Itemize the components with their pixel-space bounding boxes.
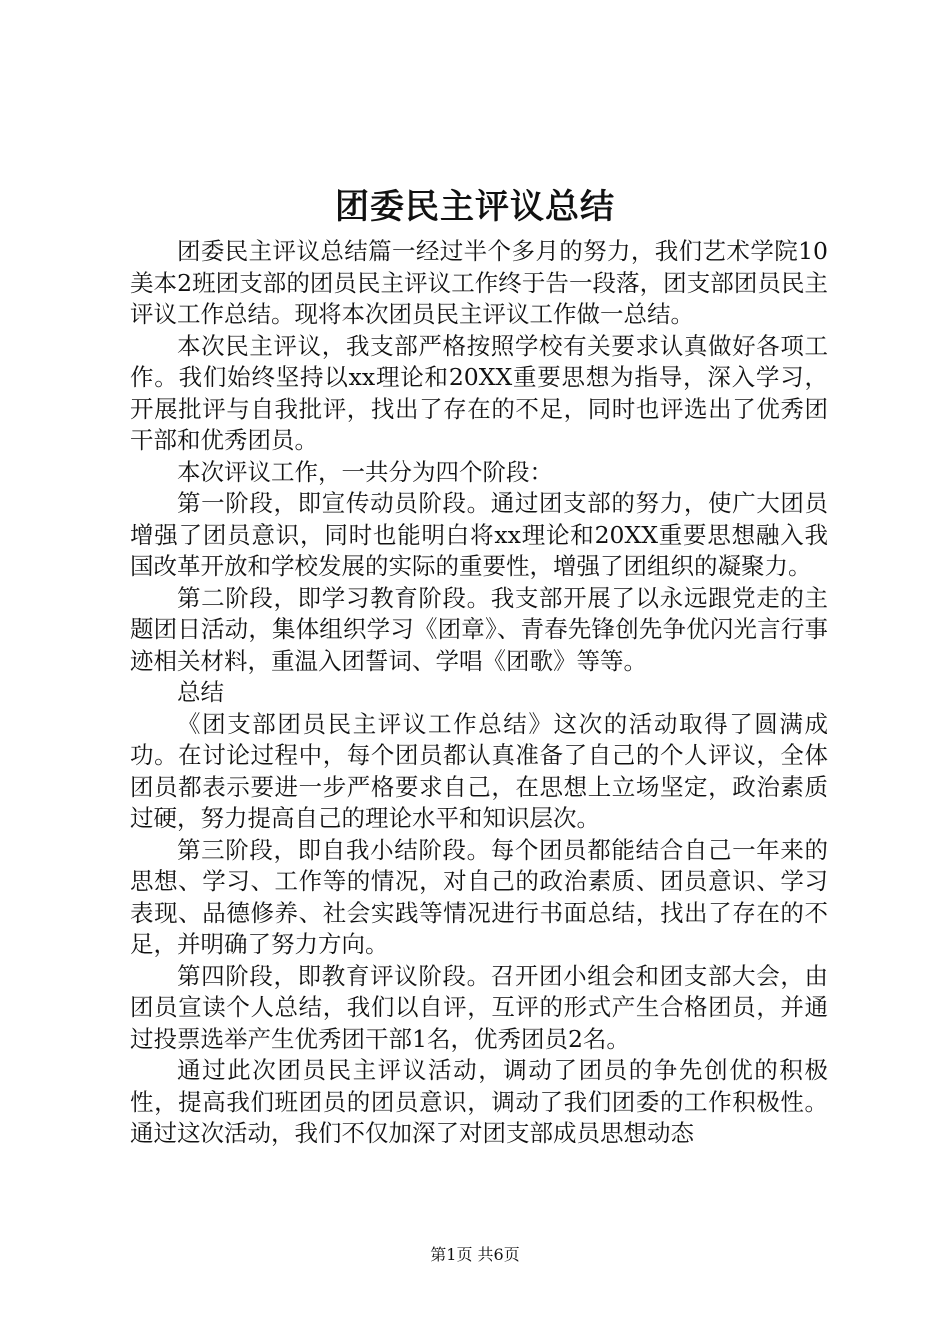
paragraph: 通过此次团员民主评议活动，调动了团员的争先创优的积极性，提高我们班团员的团员意识，调动了我们团委的工作积极性。通过这次活动，我们不仅加深了对团支部成员思想动态 <box>130 1056 828 1147</box>
document-title: 团委民主评议总结 <box>335 187 615 227</box>
page-footer: 第1页 共6页 <box>430 1245 520 1264</box>
paragraph: 团委民主评议总结篇一经过半个多月的努力，我们艺术学院10美本2班团支部的团员民主评议工作终于告一段落，团支部团员民主评议工作总结。现将本次团员民主评议工作做一总结。 <box>130 237 828 328</box>
document-body <box>130 236 828 1150</box>
paragraph: 《团支部团员民主评议工作总结》这次的活动取得了圆满成功。在讨论过程中，每个团员都认真准备了自己的个人评议，全体团员都表示要进一步严格要求自己，在思想上立场坚定，政治素质过硬，努力提高自己的理论水平和知识层次。 <box>130 709 828 832</box>
paragraph: 本次评议工作，一共分为四个阶段： <box>177 457 553 486</box>
paragraph: 总结 <box>177 678 224 706</box>
paragraph: 第二阶段，即学习教育阶段。我支部开展了以永远跟党走的主题团日活动，集体组织学习《团章》、青春先锋创先争优闪光言行事迹相关材料，重温入团誓词、学唱《团歌》等等。 <box>130 583 828 675</box>
paragraph: 第四阶段，即教育评议阶段。召开团小组会和团支部大会，由团员宣读个人总结，我们以自评，互评的形式产生合格团员，并通过投票选举产生优秀团干部1名，优秀团员2名。 <box>130 961 828 1053</box>
paragraph: 第三阶段，即自我小结阶段。每个团员都能结合自己一年来的思想、学习、工作等的情况，对自己的政治素质、团员意识、学习表现、品德修养、社会实践等情况进行书面总结，找出了存在的不足，并明确了努力方向。 <box>130 835 828 958</box>
paragraph: 第一阶段，即宣传动员阶段。通过团支部的努力，使广大团员增强了团员意识，同时也能明白将xx理论和20XX重要思想融入我国改革开放和学校发展的实际的重要性，增强了团组织的凝聚力。 <box>130 489 828 580</box>
paragraph: 本次民主评议，我支部严格按照学校有关要求认真做好各项工作。我们始终坚持以xx理论和20XX重要思想为指导，深入学习，开展批评与自我批评，找出了存在的不足，同时也评选出了优秀团干部和优秀团员。 <box>130 331 828 454</box>
